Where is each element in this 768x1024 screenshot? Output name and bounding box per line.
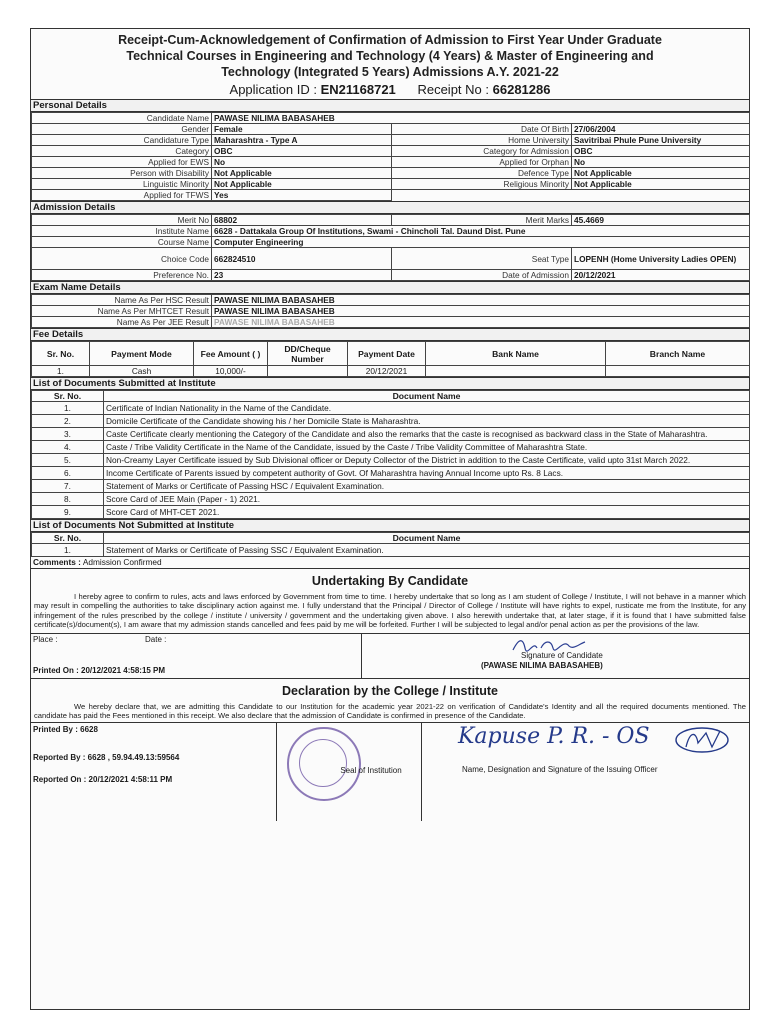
doc-sr: 1. bbox=[32, 402, 104, 415]
doc-sr: 3. bbox=[32, 428, 104, 441]
orphan-label: Applied for Orphan bbox=[392, 157, 572, 168]
category-admission-label: Category for Admission bbox=[392, 146, 572, 157]
comments bbox=[31, 557, 749, 569]
fee-header-amount: Fee Amount ( ) bbox=[194, 342, 268, 366]
choice-code-label: Choice Code bbox=[32, 248, 212, 270]
docs-header-name: Document Name bbox=[104, 391, 750, 402]
hsc-name-label: Name As Per HSC Result bbox=[32, 295, 212, 306]
defence-type-label: Defence Type bbox=[392, 168, 572, 179]
receipt-no: 66281286 bbox=[492, 82, 551, 97]
title-line-3: Technology (Integrated 5 Years) Admissions A.Y. 2021-22 bbox=[221, 65, 559, 79]
undertaking-text: I hereby agree to confirm to rules, acts and laws enforced by Government from time to time. I hereby undertake that so long as I am student of College / Institute, I will not behave in a manner which may result in compelling the authorities to take disciplinary action against me. I fully understand that the Principal / Director of College / Institute will have rights to expel, rusticate me from the Institute, for any infringement of the rules prescribed by the college / institute / university / government and the undertaking given above. I also herewith undertake that, at later stage, if it is found that I have submitted false certificate(s)/document(s), I am aware that my admission stands cancelled and fees paid by me will be forfeited. Further I will be subjected to legal and/or penal action as per the provisions of the law. bbox=[34, 592, 746, 630]
home-university-label: Home University bbox=[392, 135, 572, 146]
doc-name: Domicile Certificate of the Candidate showing his / her Domicile State is Maharashtra. bbox=[104, 415, 750, 428]
undertaking-signature-block bbox=[31, 633, 749, 679]
docs-ns-header-sr: Sr. No. bbox=[32, 533, 104, 544]
defence-type: Not Applicable bbox=[572, 168, 750, 179]
docs-not-submitted-heading: List of Documents Not Submitted at Institute bbox=[31, 519, 749, 532]
fee-row-amount: 10,000/- bbox=[194, 366, 268, 377]
course-name: Computer Engineering bbox=[212, 237, 750, 248]
doc-sr: 6. bbox=[32, 467, 104, 480]
table-row bbox=[32, 428, 750, 441]
reporting-box bbox=[31, 723, 277, 821]
fee-header-bank: Bank Name bbox=[426, 342, 606, 366]
declaration-footer bbox=[31, 722, 749, 821]
fee-row-branch bbox=[606, 366, 750, 377]
docs-submitted-table bbox=[31, 390, 750, 519]
seal-inner-ring bbox=[299, 739, 347, 787]
signature-caption: Signature of Candidate bbox=[521, 650, 603, 660]
fee-details-table bbox=[31, 341, 750, 377]
orphan: No bbox=[572, 157, 750, 168]
seal-caption: Seal of Institution bbox=[340, 766, 402, 776]
date-label: Date : bbox=[145, 634, 167, 644]
preference-no-label: Preference No. bbox=[32, 270, 212, 281]
institution-seal-icon bbox=[287, 727, 361, 801]
doc-sr: 5. bbox=[32, 454, 104, 467]
merit-no-label: Merit No bbox=[32, 215, 212, 226]
fee-header-date: Payment Date bbox=[348, 342, 426, 366]
doc-sr: 7. bbox=[32, 480, 104, 493]
fee-row-date: 20/12/2021 bbox=[348, 366, 426, 377]
seat-type-label: Seat Type bbox=[392, 248, 572, 270]
application-id-label: Application ID : bbox=[229, 82, 317, 97]
officer-initials-icon bbox=[672, 725, 734, 755]
undertaking-heading: Undertaking By Candidate bbox=[311, 574, 469, 588]
candidate-name: PAWASE NILIMA BABASAHEB bbox=[212, 113, 750, 124]
fee-row-sr: 1. bbox=[32, 366, 90, 377]
table-row bbox=[32, 480, 750, 493]
printed-by: Printed By : 6628 bbox=[33, 725, 98, 735]
table-row bbox=[32, 506, 750, 519]
seat-type: LOPENH (Home University Ladies OPEN) bbox=[572, 248, 750, 270]
blank-cell bbox=[392, 190, 750, 201]
application-line bbox=[31, 81, 749, 99]
doc-name: Statement of Marks or Certificate of Passing SSC / Equivalent Examination. bbox=[104, 544, 750, 557]
mhtcet-name-label: Name As Per MHTCET Result bbox=[32, 306, 212, 317]
title-line-1: Receipt-Cum-Acknowledgement of Confirmation of Admission to First Year Under Graduate bbox=[118, 33, 662, 47]
docs-ns-header-name: Document Name bbox=[104, 533, 750, 544]
doc-sr: 9. bbox=[32, 506, 104, 519]
officer-signature-box bbox=[421, 723, 750, 821]
declaration-heading: Declaration by the College / Institute bbox=[281, 683, 498, 698]
table-row bbox=[32, 441, 750, 454]
merit-no: 68802 bbox=[212, 215, 392, 226]
fee-row-bank bbox=[426, 366, 606, 377]
receipt-no-label: Receipt No : bbox=[417, 82, 489, 97]
doc-name: Income Certificate of Parents issued by competent authority of Govt. Of Maharashtra having Annual Income upto Rs. 8 Lacs. bbox=[104, 467, 750, 480]
table-row bbox=[32, 544, 750, 557]
reported-by: Reported By : 6628 , 59.94.49.13:59564 bbox=[33, 753, 180, 763]
receipt-document bbox=[30, 28, 750, 1010]
linguistic-minority-label: Linguistic Minority bbox=[32, 179, 212, 190]
linguistic-minority: Not Applicable bbox=[212, 179, 392, 190]
merit-marks: 45.4669 bbox=[572, 215, 750, 226]
docs-submitted-heading: List of Documents Submitted at Institute bbox=[31, 377, 749, 390]
disability-label: Person with Disability bbox=[32, 168, 212, 179]
reported-on: Reported On : 20/12/2021 4:58:11 PM bbox=[33, 775, 173, 785]
personal-details-table bbox=[31, 112, 750, 201]
docs-not-submitted-table bbox=[31, 532, 750, 557]
doc-sr: 1. bbox=[32, 544, 104, 557]
choice-code: 662824510 bbox=[212, 248, 392, 270]
officer-caption: Name, Designation and Signature of the Issuing Officer bbox=[462, 765, 658, 775]
fee-header-branch: Branch Name bbox=[606, 342, 750, 366]
doc-name: Certificate of Indian Nationality in the Name of the Candidate. bbox=[104, 402, 750, 415]
fee-details-heading: Fee Details bbox=[31, 328, 749, 341]
candidature-type-label: Candidature Type bbox=[32, 135, 212, 146]
doc-name: Non-Creamy Layer Certificate issued by Sub Divisional officer or Deputy Collector of the District in addition to the Caste Certificate, valid upto 31st March 2022. bbox=[104, 454, 750, 467]
comments-value: Admission Confirmed bbox=[82, 557, 162, 567]
jee-name-label: Name As Per JEE Result bbox=[32, 317, 212, 328]
category-label: Category bbox=[32, 146, 212, 157]
table-row bbox=[32, 402, 750, 415]
personal-details-heading: Personal Details bbox=[31, 99, 749, 112]
fee-row-dd bbox=[268, 366, 348, 377]
fee-header-dd: DD/Cheque Number bbox=[268, 342, 348, 366]
dob: 27/06/2004 bbox=[572, 124, 750, 135]
candidate-name-label: Candidate Name bbox=[32, 113, 212, 124]
admission-details-table bbox=[31, 214, 750, 281]
religious-minority: Not Applicable bbox=[572, 179, 750, 190]
place-label: Place : bbox=[33, 634, 58, 644]
institute-name-label: Institute Name bbox=[32, 226, 212, 237]
tfws: Yes bbox=[212, 190, 392, 201]
jee-name: PAWASE NILIMA BABASAHEB bbox=[212, 317, 750, 328]
gender-label: Gender bbox=[32, 124, 212, 135]
disability: Not Applicable bbox=[212, 168, 392, 179]
candidature-type: Maharashtra - Type A bbox=[212, 135, 392, 146]
tfws-label: Applied for TFWS bbox=[32, 190, 212, 201]
home-university: Savitribai Phule Pune University bbox=[572, 135, 750, 146]
date-of-admission: 20/12/2021 bbox=[572, 270, 750, 281]
declaration-text: We hereby declare that, we are admitting this Candidate to our Institution for the academic year 2021-22 on verification of Candidate's Identity and all the required documents mentioned. The candidate has paid the Fees mentioned in this receipt. We also declare that the admission of Candidate is confirmed in presence of the Candidate. bbox=[34, 701, 746, 721]
doc-name: Caste / Tribe Validity Certificate in the Name of the Candidate, issued by the Caste / Tribe Validity Committee of Maharashtra State. bbox=[104, 441, 750, 454]
table-row bbox=[32, 415, 750, 428]
doc-name: Score Card of MHT-CET 2021. bbox=[104, 506, 750, 519]
table-row bbox=[32, 493, 750, 506]
printed-on: Printed On : 20/12/2021 4:58:15 PM bbox=[33, 665, 166, 675]
doc-sr: 2. bbox=[32, 415, 104, 428]
mhtcet-name: PAWASE NILIMA BABASAHEB bbox=[212, 306, 750, 317]
category-admission: OBC bbox=[572, 146, 750, 157]
ews-label: Applied for EWS bbox=[32, 157, 212, 168]
place-date-box bbox=[31, 634, 362, 678]
exam-details-table bbox=[31, 294, 750, 328]
application-id: EN21168721 bbox=[320, 82, 396, 97]
officer-handwritten-signature: Kapuse P. R. - OS bbox=[458, 724, 650, 750]
institute-name: 6628 - Dattakala Group Of Institutions, Swami - Chincholi Tal. Daund Dist. Pune bbox=[212, 226, 750, 237]
doc-sr: 8. bbox=[32, 493, 104, 506]
exam-details-heading: Exam Name Details bbox=[31, 281, 749, 294]
ews: No bbox=[212, 157, 392, 168]
doc-name: Score Card of JEE Main (Paper - 1) 2021. bbox=[104, 493, 750, 506]
admission-details-heading: Admission Details bbox=[31, 201, 749, 214]
doc-name: Caste Certificate clearly mentioning the Category of the Candidate and also the remarks that the caste is recognised as backward class in the State of Maharashtra. bbox=[104, 428, 750, 441]
table-row bbox=[32, 467, 750, 480]
category: OBC bbox=[212, 146, 392, 157]
doc-name: Statement of Marks or Certificate of Passing HSC / Equivalent Examination. bbox=[104, 480, 750, 493]
dob-label: Date Of Birth bbox=[392, 124, 572, 135]
title-line-2: Technical Courses in Engineering and Technology (4 Years) & Master of Engineering and bbox=[126, 49, 654, 63]
docs-header-sr: Sr. No. bbox=[32, 391, 104, 402]
fee-header-mode: Payment Mode bbox=[90, 342, 194, 366]
hsc-name: PAWASE NILIMA BABASAHEB bbox=[212, 295, 750, 306]
date-of-admission-label: Date of Admission bbox=[392, 270, 572, 281]
document-title bbox=[31, 29, 749, 80]
fee-row-mode: Cash bbox=[90, 366, 194, 377]
fee-header-sr: Sr. No. bbox=[32, 342, 90, 366]
table-row bbox=[32, 454, 750, 467]
preference-no: 23 bbox=[212, 270, 392, 281]
religious-minority-label: Religious Minority bbox=[392, 179, 572, 190]
course-name-label: Course Name bbox=[32, 237, 212, 248]
signature-name: (PAWASE NILIMA BABASAHEB) bbox=[481, 660, 603, 670]
gender: Female bbox=[212, 124, 392, 135]
merit-marks-label: Merit Marks bbox=[392, 215, 572, 226]
comments-label: Comments : bbox=[33, 557, 81, 567]
doc-sr: 4. bbox=[32, 441, 104, 454]
